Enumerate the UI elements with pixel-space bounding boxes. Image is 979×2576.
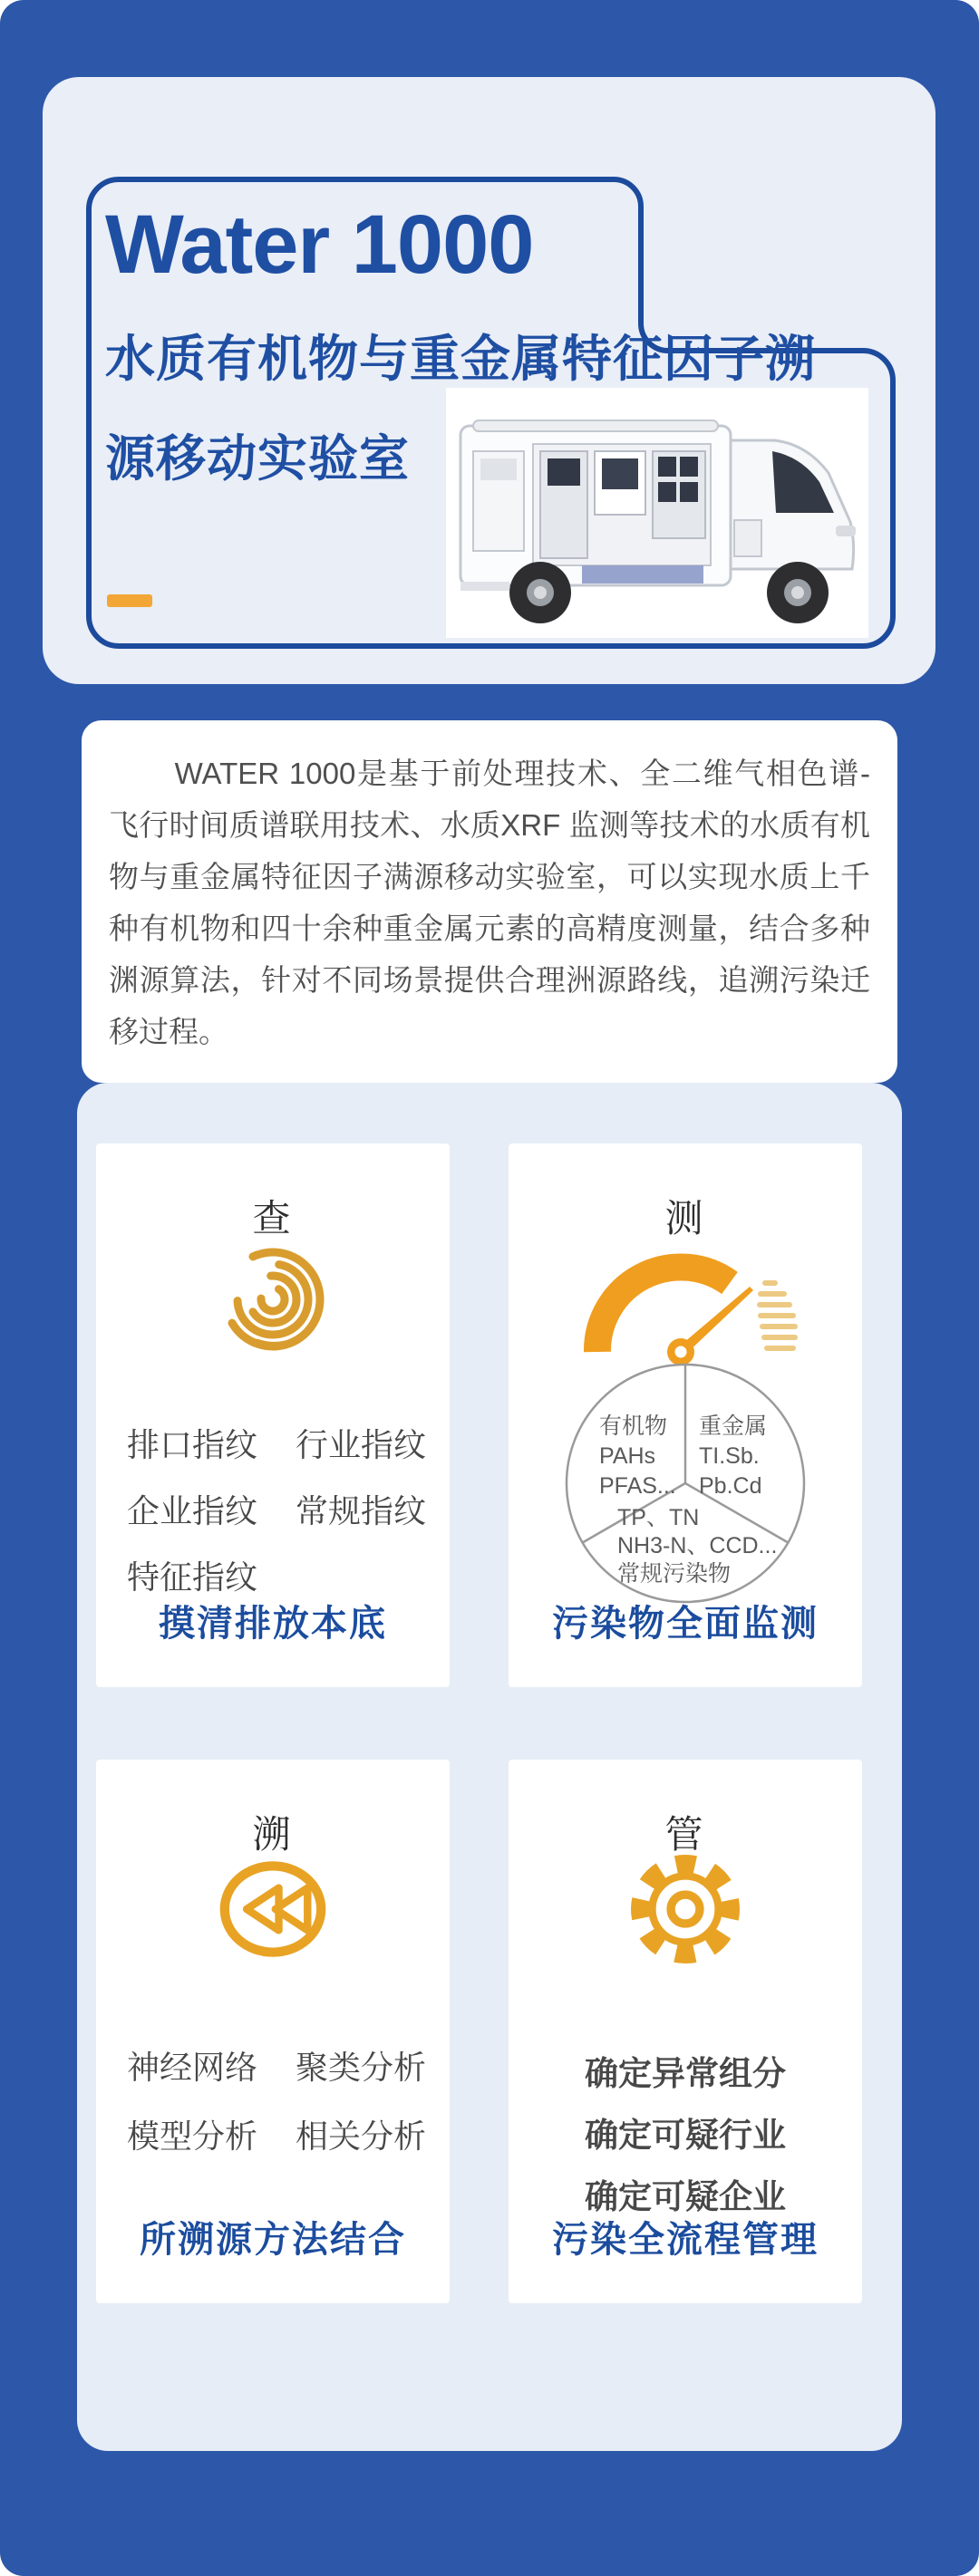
card-caption-guan: 污染全流程管理 [552,2220,819,2260]
item-label: 排口指纹 [127,1426,258,1463]
product-subtitle-line2: 源移动实验室 [105,430,411,487]
item-label: 确定可疑行业 [585,2117,786,2154]
item-row [127,2111,426,2157]
item-label: 行业指纹 [295,1426,426,1463]
item-row [127,2042,426,2089]
item-row [127,1420,426,1466]
rewind-icon [209,1846,336,1973]
item-label: 神经网络 [127,2049,258,2086]
pie-sector-organics: 有机物 PAHs PFAS... [599,1413,676,1499]
item-label: 常规指纹 [295,1492,426,1529]
card-title-ce: 测 [664,1197,706,1240]
intro-paragraph: WATER 1000是基于前处理技术、全二维气相色谱-飞行时间质谱联用技术、水质XRF 监测等技术的水质有机物与重金属特征因子满源移动实验室，可以实现水质上千种有机物和四十余种重金属元素的高精度测量，结合多种渊源算法，针对不同场景提供合理洲源路线，追溯污染迁移过程。 [109,757,870,1048]
item-label: 相关分析 [295,2118,426,2155]
item-label: 特征指纹 [127,1558,258,1596]
item-label: 企业指纹 [127,1492,258,1529]
card-caption-ce: 污染物全面监测 [552,1604,819,1644]
card-title-guan: 管 [664,1813,706,1856]
pie-sector-conventional: TP、TN NH3-N、CCD... 常规污染物 [617,1505,778,1587]
feature-card-su [96,1760,450,2303]
card-title-su: 溯 [252,1813,294,1856]
gear-icon [617,1841,753,1977]
card-caption-cha: 摸清排放本底 [159,1604,387,1644]
pollutant-pie-diagram [563,1361,808,1606]
item-row [127,1552,426,1598]
intro-card [82,720,897,1083]
product-title: Water 1000 [105,198,534,291]
feature-card-ce [509,1143,862,1687]
item-row [127,1486,426,1532]
pie-sector-heavy-metals: 重金属 TI.Sb. Pb.Cd [699,1413,768,1499]
feature-card-guan [509,1760,862,2303]
item-label: 确定异常组分 [585,2055,786,2092]
accent-dash [107,594,152,607]
product-subtitle-line1: 水质有机物与重金属特征因子溯 [105,331,817,387]
van-illustration [446,388,868,638]
item-label: 模型分析 [127,2118,258,2155]
item-label: 确定可疑企业 [585,2178,786,2215]
mobile-lab-van-photo [446,388,868,638]
feature-card-cha [96,1143,450,1687]
card-caption-su: 所溯源方法结合 [140,2220,406,2260]
gauge-icon [572,1241,799,1368]
card-title-cha: 查 [252,1197,294,1240]
fingerprint-icon [209,1234,336,1361]
item-label: 聚类分析 [295,2049,426,2086]
